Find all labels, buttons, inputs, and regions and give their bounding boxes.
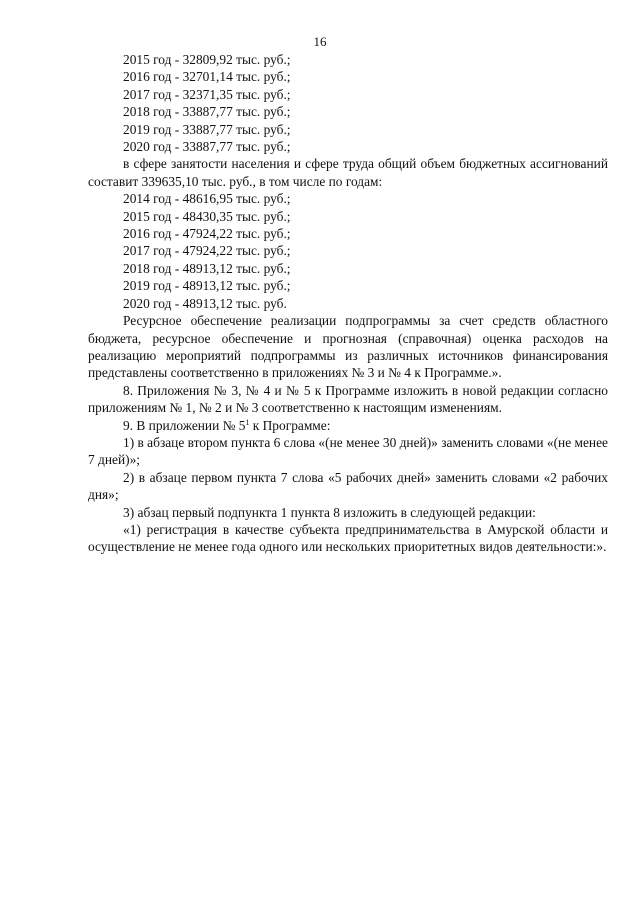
item-9-prefix: 9. В приложении № 5 [123, 417, 246, 433]
employment-line-2015: 2015 год - 48430,35 тыс. руб.; [123, 208, 291, 224]
quoted-text-paragraph: «1) регистрация в качестве субъекта предпринимательства в Амурской области и осуществление не менее года одного или нескольких приоритетных видов деятельности:». [88, 521, 608, 555]
subitem-2-paragraph: 2) в абзаце первом пункта 7 слова «5 рабочих дней» заменить словами «2 рабочих дня»; [88, 469, 608, 503]
resource-paragraph: Ресурсное обеспечение реализации подпрограммы за счет средств областного бюджета, ресурсное обеспечение и прогнозная (справочная) оценка расходов на реализацию мероприятий подпрограммы из различных источников финансирования представлены соответственно в приложениях № 3 и № 4 к Программе.». [88, 313, 608, 381]
budget-line-2016: 2016 год - 32701,14 тыс. руб.; [123, 69, 291, 85]
employment-line-2017: 2017 год - 47924,22 тыс. руб.; [123, 243, 291, 259]
employment-line-2016: 2016 год - 47924,22 тыс. руб.; [123, 226, 291, 242]
document-body [88, 51, 608, 556]
item-9-superscript: 1 [245, 417, 250, 427]
page-number: 16 [313, 34, 327, 49]
budget-line-2018: 2018 год - 33887,77 тыс. руб.; [123, 104, 291, 120]
budget-line-2019: 2019 год - 33887,77 тыс. руб.; [123, 121, 291, 137]
subitem-3-line: 3) абзац первый подпункта 1 пункта 8 изложить в следующей редакции: [123, 504, 536, 520]
budget-line-2020: 2020 год - 33887,77 тыс. руб.; [123, 139, 291, 155]
item-9-line [88, 417, 608, 434]
employment-paragraph: в сфере занятости населения и сфере труда общий объем бюджетных ассигнований составит 339635,10 тыс. руб., в том числе по годам: [88, 156, 608, 189]
subitem-1-paragraph: 1) в абзаце втором пункта 6 слова «(не менее 30 дней)» заменить словами «(не менее 7 дней)»; [88, 434, 608, 468]
employment-line-2014: 2014 год - 48616,95 тыс. руб.; [123, 191, 291, 207]
employment-line-2018: 2018 год - 48913,12 тыс. руб.; [123, 260, 291, 276]
employment-line-2020: 2020 год - 48913,12 тыс. руб. [123, 295, 287, 311]
budget-line-2015: 2015 год - 32809,92 тыс. руб.; [123, 52, 291, 67]
item-8-paragraph: 8. Приложения № 3, № 4 и № 5 к Программе изложить в новой редакции согласно приложениям № 1, № 2 и № 3 соответственно к настоящим изменениям. [88, 382, 608, 416]
item-9-suffix: к Программе: [249, 417, 331, 433]
employment-line-2019: 2019 год - 48913,12 тыс. руб.; [123, 278, 291, 294]
budget-line-2017: 2017 год - 32371,35 тыс. руб.; [123, 86, 291, 102]
